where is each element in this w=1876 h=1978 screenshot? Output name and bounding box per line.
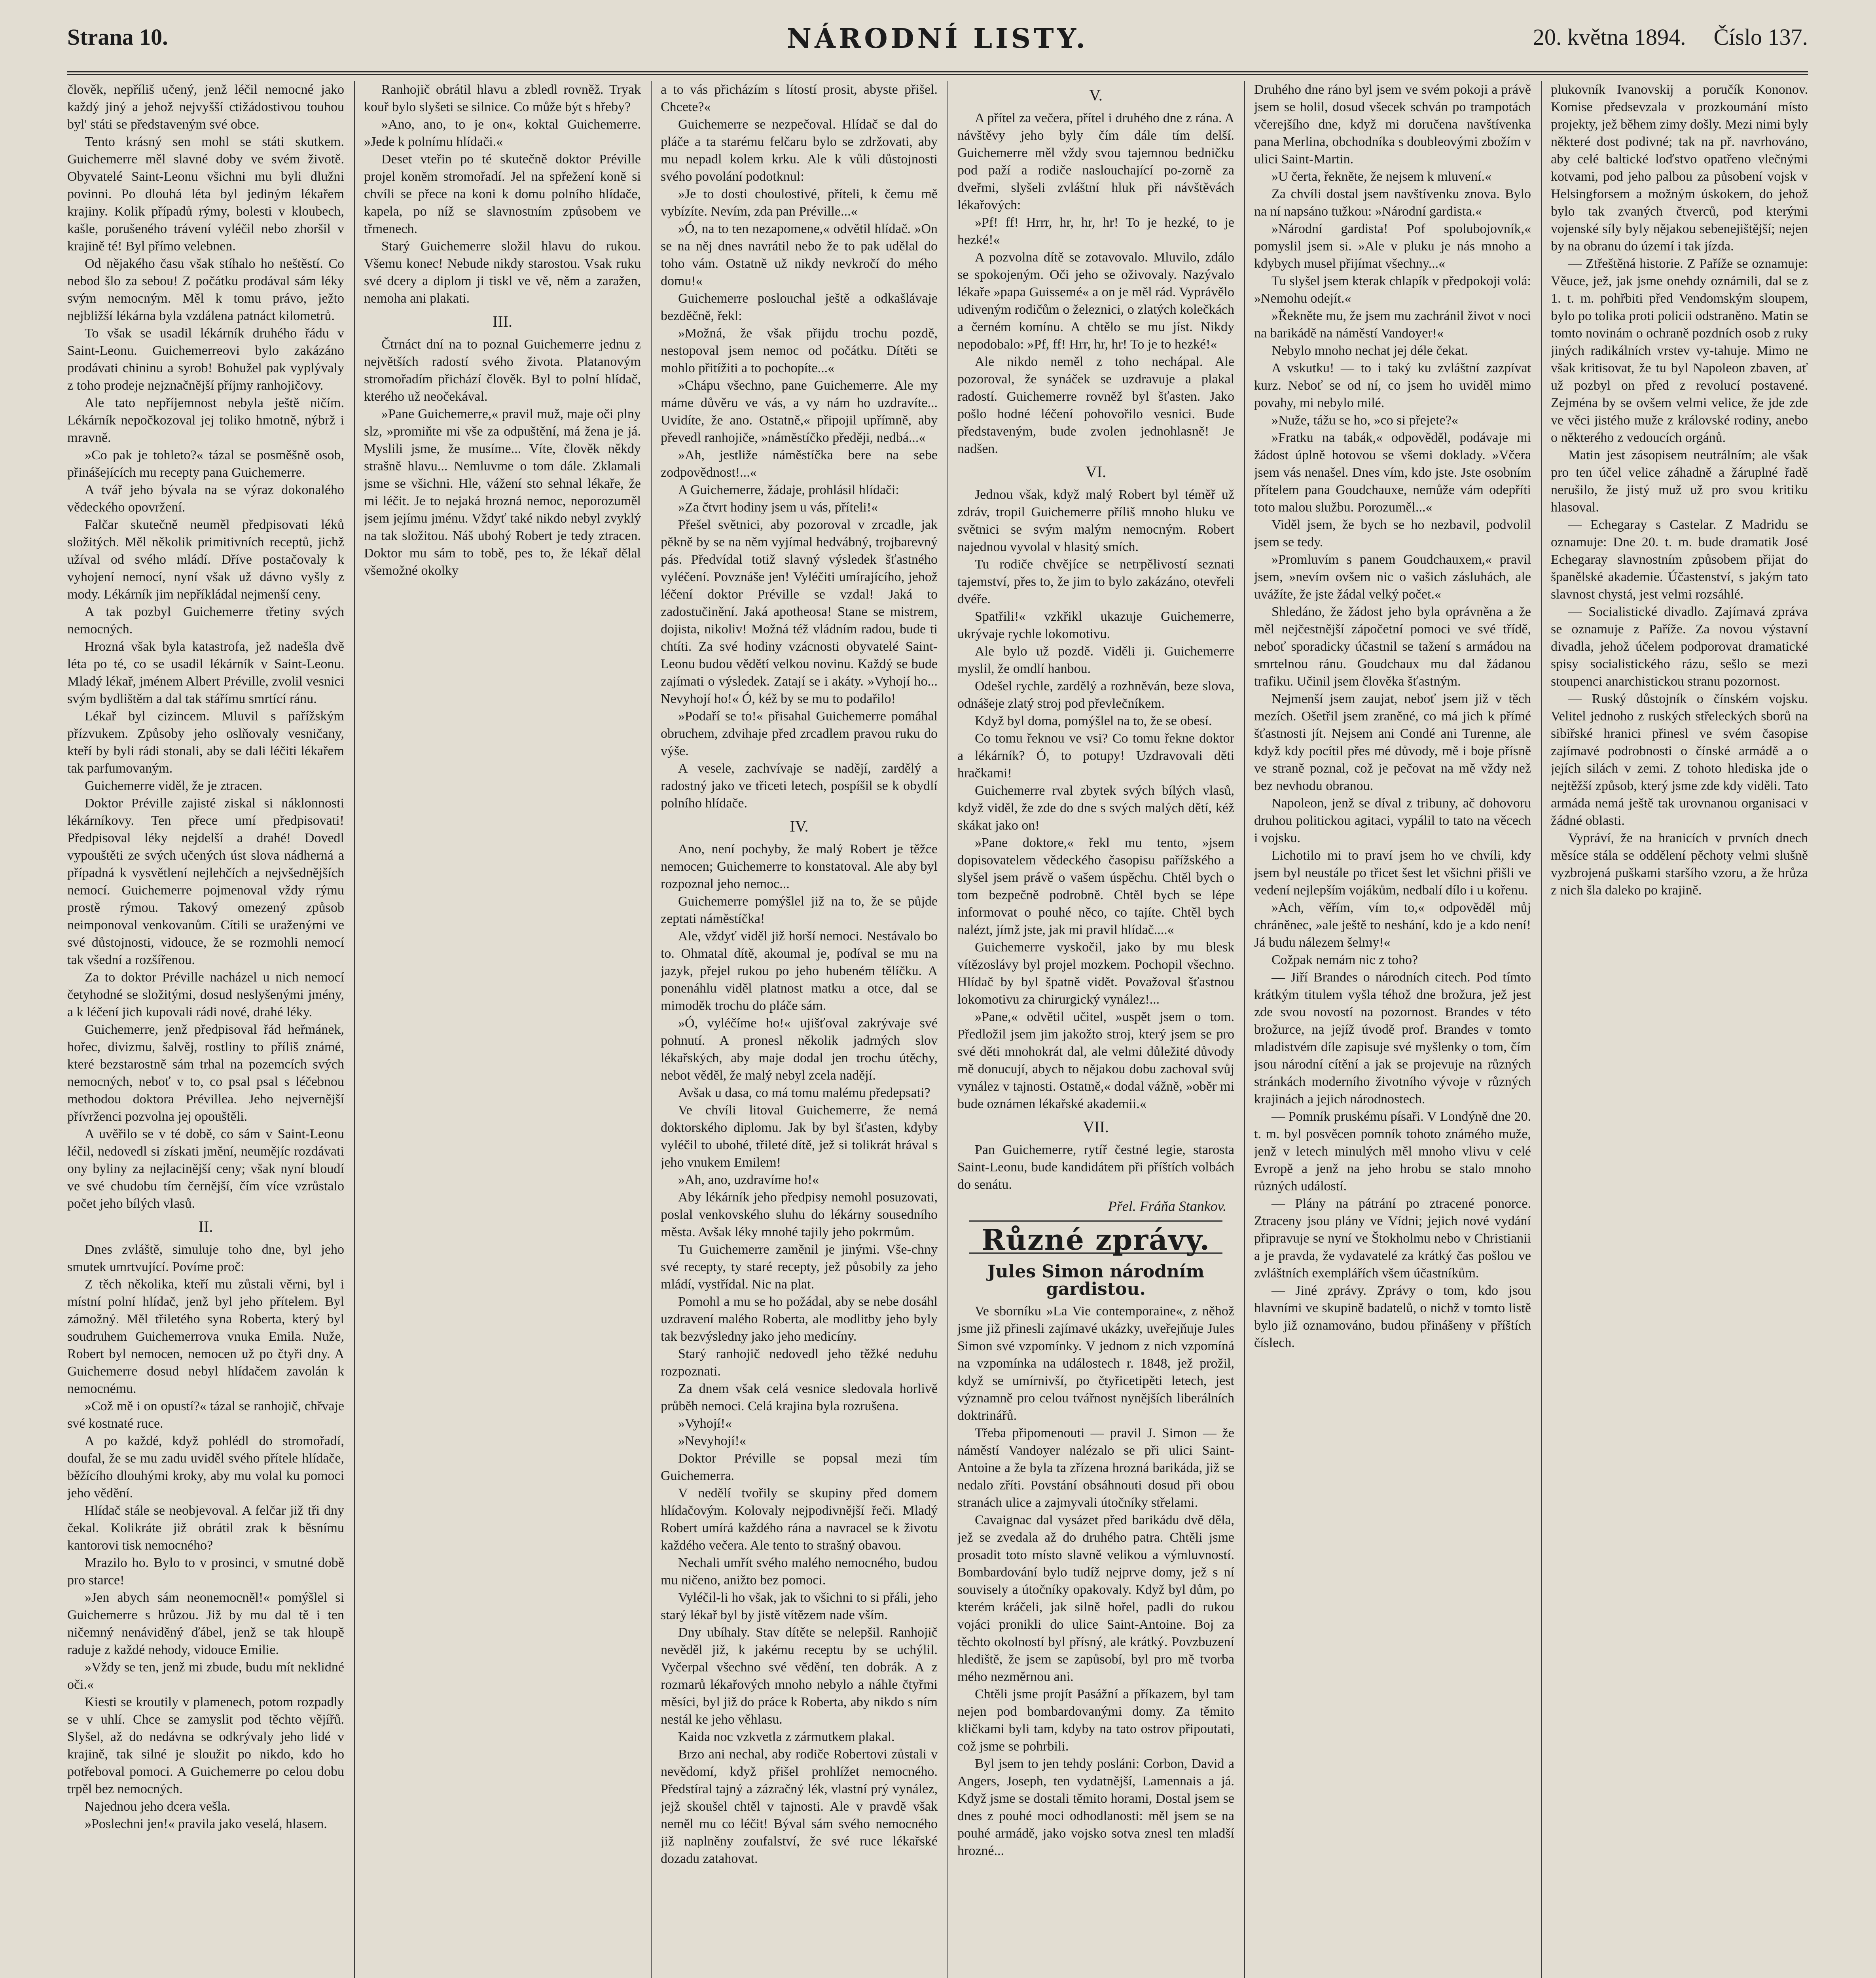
paragraph: Ale tato nepříjemnost nebyla ještě ničím. Lékárník nepočkozoval jej toliko hmotně, nýbrž i mravně. bbox=[67, 396, 344, 445]
paragraph: Za to doktor Préville nacházel u nich nemocí četyhodné se složitými, dosud neslyšenými jmény, a k léčení jich kupovali rádi nové, drahé léky. bbox=[67, 970, 344, 1019]
paragraph: Ranhojič obrátil hlavu a zbledl rovněž. Tryak kouř bylo slyšeti se silnice. Co může být s hřeby? bbox=[364, 82, 641, 114]
paragraph: člověk, nepříliš učený, jenž léčil nemocné jako každý jiný a jehož nejvyšší ctižádostivou touhou byl' státi se představeným své obce. bbox=[67, 82, 344, 132]
column-4 bbox=[957, 81, 1234, 1978]
paragraph: »Podaří se to!« přisahal Guichemerre pomáhal obruchem, zdvihaje před zrcadlem pravou ruku do výše. bbox=[661, 709, 938, 758]
paragraph: Starý Guichemerre složil hlavu do rukou. Všemu konec! Nebude nikdy starostou. Vsak ruku své dcery a diplom ji tiskl ve vě, něm a zaražen, nemoha ani plakati. bbox=[364, 239, 641, 306]
paragraph: A přítel za večera, přítel i druhého dne z rána. A návštěvy jeho byly čím dále tím delší. Guichemerre měl vždy svou tajemnou bedničku pod paží a rodiče naslouchající po-zorně za dveřmi, slyšeli zvláštní hluk při návštěvách lékařových: bbox=[957, 111, 1234, 212]
part-number: V. bbox=[1089, 86, 1103, 104]
column-rule bbox=[947, 81, 948, 1978]
paragraph: Chtěli jsme projít Pasážní a příkazem, byl tam nejen pod bombardovanými domy. Za těmito kličkami byli tam, kdyby na tato ostrov připoutati, což jsme se pohrbili. bbox=[957, 1687, 1234, 1754]
paragraph: Aby lékárník jeho předpisy nemohl posuzovati, poslal venkovského sluhu do lékárny sousedního města. Avšak léky mnohé tajily jeho pokrmům. bbox=[661, 1190, 938, 1239]
paragraph: Druhého dne ráno byl jsem ve svém pokoji a právě jsem se holil, dosud všecek schván po trampotách včerejšího dne, když mi doručena navštívenka pana Merlina, obchodníka s doubleovými zbožím v ulici Saint-Martin. bbox=[1254, 82, 1531, 167]
paragraph: Guichemerre pomýšlel již na to, že se půjde zeptati náměstíčka! bbox=[661, 894, 938, 926]
paragraph: »Ah, ano, uzdravíme ho!« bbox=[678, 1173, 819, 1187]
article-title: Jules Simon národním gardistou. bbox=[987, 1262, 1205, 1299]
paragraph: Hrozná však byla katastrofa, jež nadešla dvě léta po té, co se usadil lékárník v Saint-Leonu. Mladý lékař, jménem Albert Préville, zvolil vesnici svým bydlištěm a dal tak stářímu smrtící ránu. bbox=[67, 639, 344, 706]
paragraph: Doktor Préville se popsal mezi tím Guichemerra. bbox=[661, 1451, 938, 1483]
paragraph: »Fratku na tabák,« odpověděl, podávaje mi žádost úplně hotovou se všemi doklady. »Včera jsem vás nenašel. Dnes vím, kdo jste. Jste osobním přítelem pana Goudchauxe, nemůže vám odepříti toto malou službu. Porozuměl...« bbox=[1254, 430, 1531, 515]
paragraph: Když byl doma, pomýšlel na to, že se obesí. bbox=[975, 714, 1212, 728]
paragraph: Co tomu řeknou ve vsi? Co tomu řekne doktor a lékárník? Ó, to potupy! Uzdravovali děti hračkami! bbox=[957, 731, 1234, 781]
paragraph: A Guichemerre, žádaje, prohlásil hlídači: bbox=[678, 483, 899, 497]
paragraph: a to vás přicházím s lítostí prosit, abyste přišel. Chcete?« bbox=[661, 82, 938, 114]
paragraph: Za dnem však celá vesnice sledovala horlivě průběh nemoci. Celá krajina byla rozrušena. bbox=[661, 1381, 938, 1413]
paragraph: »Nevyhojí!« bbox=[678, 1434, 746, 1448]
paragraph: »Což mě i on opustí?« tázal se ranhojič, chřvaje své kostnaté ruce. bbox=[67, 1399, 344, 1431]
header-date-issue bbox=[1533, 24, 1808, 50]
paragraph: Z těch několika, kteří mu zůstali věrni, byl i místní polní hlídač, jenž byl jeho přítelem. Byl zámožný. Měl třiletého syna Roberta, který byl soudruhem Guichemerrova vnuka Emila. Nuže, Robert byl nemocen, nemocen už po čtyři dny. A Guichemerre dosud nebyl hlídačem zavolán k nemocnému. bbox=[67, 1277, 344, 1396]
part-number: VII. bbox=[1083, 1118, 1109, 1136]
paragraph: Guichemerre viděl, že je ztracen. bbox=[85, 779, 263, 793]
column-rule bbox=[1541, 81, 1542, 1978]
paragraph: Napoleon, jenž se díval z tribuny, ač dohovoru druhou politickou agitaci, vypálil to tato na věcech i vojsku. bbox=[1254, 796, 1531, 845]
paragraph: Brzo ani nechal, aby rodiče Robertovi zůstali v nevědomí, když přišel prohlížet nemocného. Předstíral tajný a zázračný lék, vlastní prý vynález, jejž skoušel chtěl v tajnosti. Ale v pravdě však neměl mu co léčit! Býval sám svého nemocného již naplněny zoufalství, že své ruce lékařské dozadu zatahovat. bbox=[661, 1747, 938, 1866]
paragraph: Přešel světnici, aby pozoroval v zrcadle, jak pěkně by se na něm vyjímal hedvábný, trojbarevný pás. Předvídal totiž slavný výsledek šťastného vyléčení. Povznáše jen! Vyléčiti umírajícího, jehož léčení doktor Préville se vzdal! Jaká to zadostučinění. Jaká apotheosa! Stane se mistrem, dojista, nikoliv! Možná též vládním radou, bude ti chtíti. Za své hodiny vzácnosti obyvatelé Saint-Leonu budou vědětí velkou novinu. Každý se bude zajímati o výsledek. Zatají se i akáty. »Vyhojí ho... Nevyhojí ho!« Ó, kéž by se mu to podařilo! bbox=[661, 517, 938, 706]
paragraph: »Ó, vyléčíme ho!« ujišťoval zakrývaje své pohnutí. A pronesl několik jadrných slov lékařských, aby maje dodal jen trochu útěchy, nebot věděl, že malý nebyl zcela nadějí. bbox=[661, 1016, 938, 1083]
paragraph: »Národní gardista! Pof spolubojovník,« pomyslil jsem si. »Ale v pluku je nás mnoho a kdybych musel přijímat všechny...« bbox=[1254, 222, 1531, 271]
news-item: — Ztřeštěná historie. Z Paříže se oznamuje: Věuce, jež, jak jsme onehdy oznámili, dal se z 1. t. m. pohřbiti před Vendomským sloupem, bylo po tolika proti policii odstraněno. Matin se tomto novinám o ochraně pozdních osob z ruky jiných radikálních vrstev vy-tahuje. Mimo ne však kritisovat, že tu byl Napoleon zbaven, ať už pozbyl on před z revolucí postavené. Zejména by se ovšem velmi velice, že jde zde ve věci jistého muže z královské rodiny, anebo o některého z vedoucích orgánů. bbox=[1551, 256, 1808, 445]
paragraph: Avšak u dasa, co má tomu malému předepsati? bbox=[678, 1086, 930, 1100]
paragraph: Hlídač stále se neobjevoval. A felčar již tři dny čekal. Kolikráte již obrátil zrak k běsnímu kantorovi tisk nemocného? bbox=[67, 1503, 344, 1553]
paragraph: To však se usadil lékárník druhého řádu v Saint-Leonu. Guichemerreovi bylo zakázáno prodávati chininu a syrob! Bohužel pak vyplývaly z toho prodeje nejznačnější příjmy ranhojičovy. bbox=[67, 326, 344, 393]
paragraph: »Je to dosti choulostivé, příteli, k čemu mě vybízíte. Nevím, zda pan Préville...« bbox=[661, 187, 938, 219]
paragraph: plukovník Ivanovskij a poručík Kononov. Komise předsevzala v prozkoumání místo projekty, jež během zimy došly. Mezi nimi byly některé dost podivné; tak na př. navrhováno, aby celé baltické loďstvo opatřeno vlečnými kotvami, pod jeho palbou za působení vojsk v Helsingforsem a možným úskokem, do jehož bylo tak zvaných čtverců, pod kterými vojenské síly byly nějakou sebenejištější; nejen by na obranu do území i tak jízda. bbox=[1551, 82, 1808, 254]
paragraph: Cožpak nemám nic z toho? bbox=[1272, 953, 1418, 967]
column-1 bbox=[67, 81, 344, 1978]
column-rule bbox=[651, 81, 652, 1978]
paragraph: Deset vteřin po té skutečně doktor Préville projel koněm stromořadí. Jel na spřežení koně si chvíli se přece na koni k domu polního hlídače, kapela, po níž se slavnostním způsobem ve třmenech. bbox=[364, 152, 641, 236]
paragraph: »Pf! ff! Hrrr, hr, hr, hr! To je hezké, to je hezké!« bbox=[957, 215, 1234, 247]
paragraph: Čtrnáct dní na to poznal Guichemerre jednu z největších radostí svého života. Platanovým stromořadím přichází člověk. Byl to polní hlídač, kterého už neočekával. bbox=[364, 337, 641, 404]
paragraph: Od nějakého času však stíhalo ho neštěstí. Co nebod šlo za sebou! Z počátku prodával sám léky svým nemocným. Měl k tomu právo, ježto nejbližší lékárna byla vzdálena patnáct kilometrů. bbox=[67, 256, 344, 323]
part-number: IV. bbox=[790, 817, 809, 835]
paragraph: »Možná, že však přijdu trochu pozdě, nestopoval jsem nemoc od počátku. Dítěti se mohlo přitížiti a to pochopíte...« bbox=[661, 326, 938, 375]
paragraph: Tento krásný sen mohl se státi skutkem. Guichemerre měl slavné doby ve svém životě. Obyvatelé Saint-Leonu všichni mu byli dlužni povinni. Po dlouhá léta byl jediným lékařem krajiny. Kolik případů rýmy, bolesti v kloubech, kašle, porušeného trávení vyléčil nebo zhoršil v krajině té! Byl přímo velebnen. bbox=[67, 135, 344, 254]
paragraph: »Vyhojí!« bbox=[678, 1416, 732, 1431]
paragraph: »Promluvím s panem Goudchauxem,« pravil jsem, »nevím ovšem nic o vašich zásluhách, ale uvážíte, že jste žádal velký počet.« bbox=[1254, 552, 1531, 602]
issue-date: 20. května 1894. bbox=[1533, 24, 1686, 50]
news-item: — Echegaray s Castelar. Z Madridu se oznamuje: Dne 20. t. m. bude dramatik José Echegaray slavnostním způsobem přijat do španělské akademie. Účastenství, s jakým tato slavnost chystá, jest velmi rozsáhlé. bbox=[1551, 517, 1808, 602]
news-item: — Jiné zprávy. Zprávy o tom, kdo jsou hlavními ve skupině badatelů, o nichž v tomto listě bylo již oznamováno, budou přinášeny v příštích číslech. bbox=[1254, 1283, 1531, 1350]
paragraph: Doktor Préville zajisté ziskal si náklonnosti lékárníkovy. Ten přece umí předpisovati! Předpisoval léky nejdelší a drahé! Dovedl vypouštěti ze svých učených úst slova nádherná a případná k vysvětlení nejlehčích a nejvšednějších nemocí. Guichemerre pojmenoval vždy rýmu prostě rýmou. Takový omezený způsob neimponoval venkovanům. Cítili se uraženými ve své důstojnosti, vidouce, že se rozmohli nemocí tak všední a rozšířenou. bbox=[67, 796, 344, 967]
part-number: III. bbox=[493, 313, 512, 330]
newspaper-title: NÁRODNÍ LISTY. bbox=[786, 23, 1089, 55]
paragraph: »Ano, ano, to je on«, koktal Guichemerre. »Jede k polnímu hlídači.« bbox=[364, 117, 641, 149]
paragraph: »Pane,« odvětil učitel, »uspět jsem o tom. Předložil jsem jim jakožto stroj, který jsem se pro své děti mnohokrát dal, ale velmi důležité důvody mě donucují, abych to nějakou dobu zachoval svůj vynález v tajnosti. Ostatně,« dodal vážně, »oběr mi bude oznámen lékařské akademii.« bbox=[957, 1010, 1234, 1111]
paragraph: Nejmenší jsem zaujat, neboť jsem již v těch mezích. Ošetřil jsem zraněné, co má jich k přímé šťastnosti jít. Nejsem ani Condé ani Turenne, ale když kdy pocítil přes mé důvody, mě i boje přísně ve straně poznal, což je pečovat na mě vždy než bez nevhodu obranou. bbox=[1254, 692, 1531, 793]
section-heading: Různé zprávy. bbox=[981, 1223, 1211, 1256]
paragraph: Nebylo mnoho nechat jej déle čekat. bbox=[1272, 343, 1468, 358]
paragraph: »Co pak je tohleto?« tázal se posměšně osob, přinášejících mu recepty pana Guichemerre. bbox=[67, 448, 344, 480]
paragraph: Jednou však, když malý Robert byl téměř už zdráv, tropil Guichemerre příliš mnoho hluku ve světnici se svým malým nemocným. Robert najednou vyvolal v hlasitý smích. bbox=[957, 487, 1234, 554]
column-2 bbox=[364, 81, 641, 1978]
news-item: — Jiří Brandes o národních citech. Pod tímto krátkým titulem vyšla téhož dne brožura, jež jest zde svou novostí na pozornost. Brandes v této brožurce, na jejíž úvodě prof. Brandes v tomto mladistvém díle zapisuje své myšlenky o tom, čím jsou národní cítění a jak se projevuje na různých stránkách moderního životního vývoje v různých krajinách a jejich národnostech. bbox=[1254, 970, 1531, 1106]
column-6 bbox=[1551, 81, 1808, 1978]
paragraph: V nedělí tvořily se skupiny před domem hlídačovým. Kolovaly nejpodivnější řeči. Mladý Robert umírá každého rána a navracel se k životu každého večera. Ale tento to strašný obavou. bbox=[661, 1486, 938, 1553]
paragraph: Tu Guichemerre zaměnil je jinými. Vše-chny své recepty, ty staré recepty, jež působily za jeho mládí, vystřídal. Nic na plat. bbox=[661, 1242, 938, 1292]
paragraph: Dnes zvláště, simuluje toho dne, byl jeho smutek umrtvující. Povíme proč: bbox=[67, 1242, 344, 1274]
paragraph: Starý ranhojič nedovedl jeho těžké neduhu rozpoznati. bbox=[661, 1347, 938, 1379]
paragraph: Falčar skutečně neuměl předpisovati léků složitých. Měl několik primitivních receptů, jichž užíval od svého mládí. Dříve postačovaly k vyhojení nemocí, nyní však už dávno vyšly z mody. Lékárník jim nepříkládal nejmenší ceny. bbox=[67, 517, 344, 602]
news-item: Vypráví, že na hranicích v prvních dnech měsíce stála se oddělení pěchoty velmi slušně vyzbrojená puškami staršího vzoru, a že hrůza z nich šla daleko po krajině. bbox=[1551, 831, 1808, 898]
paragraph: A uvěřilo se v té době, co sám v Saint-Leonu léčil, nedovedl si získati jmění, neumějíc rozdávati ony byliny za nejlacinější ceny; však nyní bloudí ve své chudobu tím černější, čím více vzrůstalo počet jeho bílých vlasů. bbox=[67, 1127, 344, 1211]
paragraph: Guichemerre rval zbytek svých bílých vlasů, když viděl, že zde do dne s svých malých dětí, kéž skákat jako on! bbox=[957, 783, 1234, 833]
section-divider bbox=[969, 1220, 1222, 1222]
paragraph: Najednou jeho dcera vešla. bbox=[85, 1799, 231, 1814]
paragraph: Guichemerre se nezpečoval. Hlídač se dal do pláče a ta starému felčaru bylo se zdržovati, aby mu nepadl kolem krku. Ale k vůli důstojnosti svého povolání podotknul: bbox=[661, 117, 938, 184]
paragraph: A pozvolna dítě se zotavovalo. Mluvilo, zdálo se spokojeným. Oči jeho se oživovaly. Nazývalo lékaře »papa Guissemé« a on je měl rád. Vyprávělo udiveným rodičům o železnici, o zlatých kolečkách a černém komínu. A chtělo se mu jíst. Nikdy nepodobalo: »Pf, ff! Hrr, hr, hr! To je to hezké!« bbox=[957, 250, 1234, 352]
part-number: II. bbox=[198, 1218, 213, 1235]
part-number: VI. bbox=[1085, 463, 1107, 481]
paragraph: A vesele, zachvívaje se nadějí, zardělý a radostný jako ve třiceti letech, pospíšil se k obydlí polního hlídače. bbox=[661, 761, 938, 811]
paragraph: Viděl jsem, že bych se ho nezbavil, podvolil jsem se tedy. bbox=[1254, 517, 1531, 549]
paragraph: Spatřili!« vzkřikl ukazuje Guichemerre, ukrývaje rychle lokomotivu. bbox=[957, 609, 1234, 641]
paragraph: Guichemerre poslouchal ještě a odkašlávaje bezděčně, řekl: bbox=[661, 291, 938, 323]
news-item: Matin jest zásopisem neutrálním; ale však pro ten účel velice záhadně a žáruplné řadě nerušilo, že jistý muž už pro svou kritiku hlasoval. bbox=[1551, 448, 1808, 515]
paragraph: »Ah, jestliže náměstíčka bere na sebe zodpovědnost!...« bbox=[661, 448, 938, 480]
paragraph: Ve chvíli litoval Guichemerre, že nemá doktorského diplomu. Jak by byl šťasten, kdyby vyléčil to ubohé, třileté dítě, jež si tolikrát hrával s jeho vnukem Emilem! bbox=[661, 1103, 938, 1170]
page-number: Strana 10. bbox=[67, 24, 168, 50]
news-item: — Ruský důstojník o čínském vojsku. Velitel jednoho z ruských střeleckých sborů na sibiřské hranici přinesl ve svém časopise zajímavé podrobnosti o čínské armádě a o jejích silách v zemi. Z tohoto hlediska jde o nejtěžší způsob, který jsme zde kdy viděli. Tato armáda nemá ještě tak urovnanou organisaci v žádné oblasti. bbox=[1551, 692, 1808, 828]
paragraph: Pan Guichemerre, rytíř čestné legie, starosta Saint-Leonu, bude kandidátem při příštích volbách do senátu. bbox=[957, 1142, 1234, 1192]
paragraph: »Ó, na to ten nezapomene,« odvětil hlídač. »On se na něj dnes navrátil nebo že to pak udělal do toho vám. Ostatně už nikdy nevkročí do mého domu!« bbox=[661, 222, 938, 288]
paragraph: Za chvíli dostal jsem navštívenku znova. Bylo na ní napsáno tužkou: »Národní gardista.« bbox=[1254, 187, 1531, 219]
paragraph: Kiesti se kroutily v plamenech, potom rozpadly se v uhlí. Chce se zamyslit pod těchto vějířů. Slyšel, až do nedávna se odkrývaly jeho lidé v krajině, tak silné je sloužit po nikdo, kdo ho potřeboval pomoci. A Guichemerre po celou dobu trpěl bez nemocných. bbox=[67, 1695, 344, 1796]
paragraph: Nechali umřít svého malého nemocného, budou mu ničeno, anižto bez pomoci. bbox=[661, 1555, 938, 1588]
paragraph: »Poslechni jen!« pravila jako veselá, hlasem. bbox=[85, 1817, 327, 1831]
paragraph: Lékař byl cizincem. Mluvil s pařížským přízvukem. Způsoby jeho oslňovaly vesničany, kteří by byli rádi stonali, aby se dali léčiti lékařem tak parfumovaným. bbox=[67, 709, 344, 776]
paragraph: Ve sborníku »La Vie contemporaine«, z něhož jsme již přinesli zajímavé ukázky, uveřejňuje Jules Simon své vzpomínky. V jednom z nich vzpomíná na vzpomínka na událostech r. 1848, jež prožil, když se umírnivší, po čtyřicetipěti letech, jest významně pro celou tvářnost nynějších liberálních doktrinářů. bbox=[957, 1304, 1234, 1423]
column-rule bbox=[354, 81, 355, 1978]
paragraph: A tvář jeho bývala na se výraz dokonalého vědeckého opovržení. bbox=[67, 483, 344, 515]
paragraph: Ale, vždyť viděl již horší nemoci. Nestávalo bo to. Ohmatal dítě, akoumal je, podíval se mu na jazyk, přejel rukou po jeho hubeném tělíčku. A ponenáhlu viděl platnost matku a otce, dal se mimoděk trochu do pláče sám. bbox=[661, 929, 938, 1013]
paragraph: »Ach, věřím, vím to,« odpověděl můj chráněnec, »ale ještě to neshání, kdo je a kdo není! Já budu nálezem šelmy!« bbox=[1254, 900, 1531, 950]
paragraph: A po každé, když pohlédl do stromořadí, doufal, že se mu zadu uviděl svého přítele hlídače, běžícího dlouhými kroky, aby mu volal ku pomoci jeho vědění. bbox=[67, 1434, 344, 1501]
paragraph: Guichemerre vyskočil, jako by mu blesk vítězoslávy byl projel mozkem. Pochopil všechno. Hlídač by byl špatně vidět. Považoval šťastnou lokomotivu za chirurgický vynález!... bbox=[957, 940, 1234, 1007]
paragraph: Ale nikdo neměl z toho nechápal. Ale pozoroval, že synáček se uzdravuje a plakal radostí. Guichemerre rovněž byl šťasten. Jako pošlo hodné léčení pohovořilo vesnici. Bude představeným, bude zvolen jednohlasně! Je nadšen. bbox=[957, 354, 1234, 456]
paragraph: Třeba připomenouti — pravil J. Simon — že náměstí Vandoyer nalézalo se při ulici Saint-Antoine a že byla ta zřízena hrozná barikáda, již se nedalo zříti. Povstání obsáhnouti dosud při obou stranách ulice a zajmyvali útočníky střelami. bbox=[957, 1426, 1234, 1510]
paragraph: »Chápu všechno, pane Guichemerre. Ale my máme důvěru ve vás, a vy nám ho uzdravíte... Uvidíte, že ano. Ostatně,« připojil upřímně, aby převedl ranhojiče, »náměstíčko přeději, nedbá...« bbox=[661, 378, 938, 445]
paragraph: Odešel rychle, zardělý a rozhněván, beze slova, odnášeje zlatý stroj pod převlečníkem. bbox=[957, 679, 1234, 711]
paragraph: A tak pozbyl Guichemerre třetiny svých nemocných. bbox=[67, 604, 344, 637]
page-header bbox=[67, 12, 1808, 75]
paragraph: »Řekněte mu, že jsem mu zachránil život v noci na barikádě na náměstí Vandoyer!« bbox=[1254, 309, 1531, 341]
news-item: — Plány na pátrání po ztracené ponorce. Ztraceny jsou plány ve Vídni; jejich nové vydání připravuje se nyní ve Štokholmu nebo v Christianii a je pravda, že vydavatelé za krátký čas pošlou ve zvláštních exemplářích všem účastníkům. bbox=[1254, 1196, 1531, 1281]
paragraph: Cavaignac dal vysázet před barikádu dvě děla, jež se zvedala až do druhého patra. Chtěli jsme prosadit toto místo slavně velikou a výmluvností. Bombardování bylo tudíž nejprve domy, jež s ní souvisely a útočníky opakovaly. Když byl dům, po kterém kráčeli, jak silně hořel, padli do rukou vojáci pronikli do ulice Saint-Antoine. Boj za těchto okolností byl přísný, ale krátký. Povzbuzení hlediště, že jsem se zapůsobí, byl pro mě tvorba mého nezměrnou ani. bbox=[957, 1513, 1234, 1684]
paragraph: »Nuže, tážu se ho, »co si přejete?« bbox=[1272, 413, 1459, 428]
paragraph: »Pane Guichemerre,« pravil muž, maje oči plny slz, »promiňte mi vše za odpuštění, má žena je já. Myslili jsme, že musíme... Víte, člověk někdy strašně hlavu... Nemluvme o tom dále. Zklamali jsme se všichni. Hle, vážení sto sehnal lékaře, že mi léčit. Je to nejaká hrozná nemoc, neporozuměl jsem jejímu jménu. Vždyť také nikdo nebyl zvyklý na tak složitou. Náš ubohý Robert je tedy ztracen. Doktor mu sám to tobě, pes to, že lékař dělal všemožné okolky bbox=[364, 407, 641, 578]
paragraph: Vyléčil-li ho však, jak to všichni to si přáli, jeho starý lékař byl by jistě vítězem nade vším. bbox=[661, 1590, 938, 1622]
news-item: — Pomník pruskému písaři. V Londýně dne 20. t. m. byl posvěcen pomník tohoto známého muže, jenž v letech minulých měl mnoho vlivu v celé Evropě a jenž na jeho hrobu se stalo mnoho různých událostí. bbox=[1254, 1109, 1531, 1194]
paragraph: »Za čtvrt hodiny jsem u vás, příteli!« bbox=[678, 500, 878, 515]
paragraph: Byl jsem to jen tehdy posláni: Corbon, David a Angers, Joseph, ten vydatnější, Lamennais a já. Když jsme se dostali těmito horami, Dostal jsem se dnes z pouhé moci odhodlanosti: měl jsem se na pouhé armádě, jako vojsko sotva znesl ten mladší hrozné... bbox=[957, 1756, 1234, 1858]
paragraph: Dny ubíhaly. Stav dítěte se nelepšil. Ranhojič nevěděl již, k jakému receptu by se uchýlil. Vyčerpal všechno své vědění, ten dobrák. A z rozmarů lékařových mnoho nebylo a náhle čtyřmi měsíci, byl již do práce k Roberta, aby nikdo s ním nestál ke jeho věhlasu. bbox=[661, 1625, 938, 1727]
paragraph: Tu slyšel jsem kterak chlapík v předpokoji volá: »Nemohu odejít.« bbox=[1254, 274, 1531, 306]
news-item: — Socialistické divadlo. Zajímavá zpráva se oznamuje z Paříže. Za novou výstavní divadla, jehož účelem podporovat dramatické spisy socialistického rázu, sešlo se mezi stoupenci anarchistickou stranu pozornost. bbox=[1551, 604, 1808, 689]
paragraph: Mrazilo ho. Bylo to v prosinci, v smutné době pro starce! bbox=[67, 1555, 344, 1588]
paragraph: »Pane doktore,« řekl mu tento, »jsem dopisovatelem vědeckého časopisu pařížského a slyšel jsem právě o vašem úspěchu. Chtěl bych o tom bezpečně podrobně. Chtěl bych se lépe informovat o pouhé něco, co tajíte. Chtěl bych nalézt, jímž jste, jak mi pravil hlídač....« bbox=[957, 836, 1234, 937]
issue-number: Číslo 137. bbox=[1713, 24, 1808, 50]
paragraph: »Vždy se ten, jenž mi zbude, budu mít neklidné oči.« bbox=[67, 1660, 344, 1692]
column-3 bbox=[661, 81, 938, 1978]
paragraph: A vskutku! — to i taký ku zvláštní zazpívat kurz. Neboť se od ní, co jsem ho uviděl mimo povahy, mi nebylo milé. bbox=[1254, 361, 1531, 410]
column-5 bbox=[1254, 81, 1531, 1978]
columns-container bbox=[67, 81, 1808, 1978]
paragraph: Ano, není pochyby, že malý Robert je těžce nemocen; Guichemerre to konstatoval. Ale aby byl rozpoznal jeho nemoc... bbox=[661, 842, 938, 891]
paragraph: Lichotilo mi to praví jsem ho ve chvíli, kdy jsem byl neustále po třicet šest let všichni přišli ve vedení nejlepším vojákům, nedbalí dílo i u kořenu. bbox=[1254, 848, 1531, 898]
paragraph: Pomohl a mu se ho požádal, aby se nebe dosáhl uzdravení malého Roberta, ale modlitby jeho byly tak bezvýsledny jako jeho medicíny. bbox=[661, 1294, 938, 1344]
paragraph: »Jen abych sám neonemocněl!« pomýšlel si Guichemerre s hrůzou. Již by mu dal tě i ten ničemný nenáviděný ďábel, jenž se tak hloupě raduje z každé nehody, vidouce Emilie. bbox=[67, 1590, 344, 1657]
paragraph: Tu rodiče chvějíce se netrpělivostí seznati tajemství, přes to, že jim to bylo zakázáno, otevřeli dvéře. bbox=[957, 557, 1234, 606]
paragraph: Shledáno, že žádost jeho byla oprávněna a že měl nejčestnější zápočetní pomoci ve své třídě, neboť sporadicky účastnil se tažení s armádou na smrtelnou ránu. Goudchaux mu dal žádanou trafiku. Učinil jsem člověka šťastným. bbox=[1254, 604, 1531, 689]
paragraph: Kaida noc vzkvetla z zármutkem plakal. bbox=[678, 1730, 895, 1744]
paragraph: Guichemerre, jenž předpisoval řád heřmánek, hořec, divizmu, šalvěj, rostliny to příliš známé, které bezstarostně sám trhal na pozemcích svých nemocných, neboť v to, co psal psal s léčebnou methodou doktora Prévillea. Jeho nejvernější přívrženci pozvolna jej opouštěli. bbox=[67, 1022, 344, 1124]
paragraph: »U čerta, řekněte, že nejsem k mluvení.« bbox=[1272, 169, 1492, 184]
paragraph: Ale bylo už pozdě. Viděli ji. Guichemerre myslil, že omdlí hanbou. bbox=[957, 644, 1234, 676]
translator-signature: Přel. Fráňa Stankov. bbox=[1108, 1198, 1226, 1214]
column-rule bbox=[1244, 81, 1245, 1978]
